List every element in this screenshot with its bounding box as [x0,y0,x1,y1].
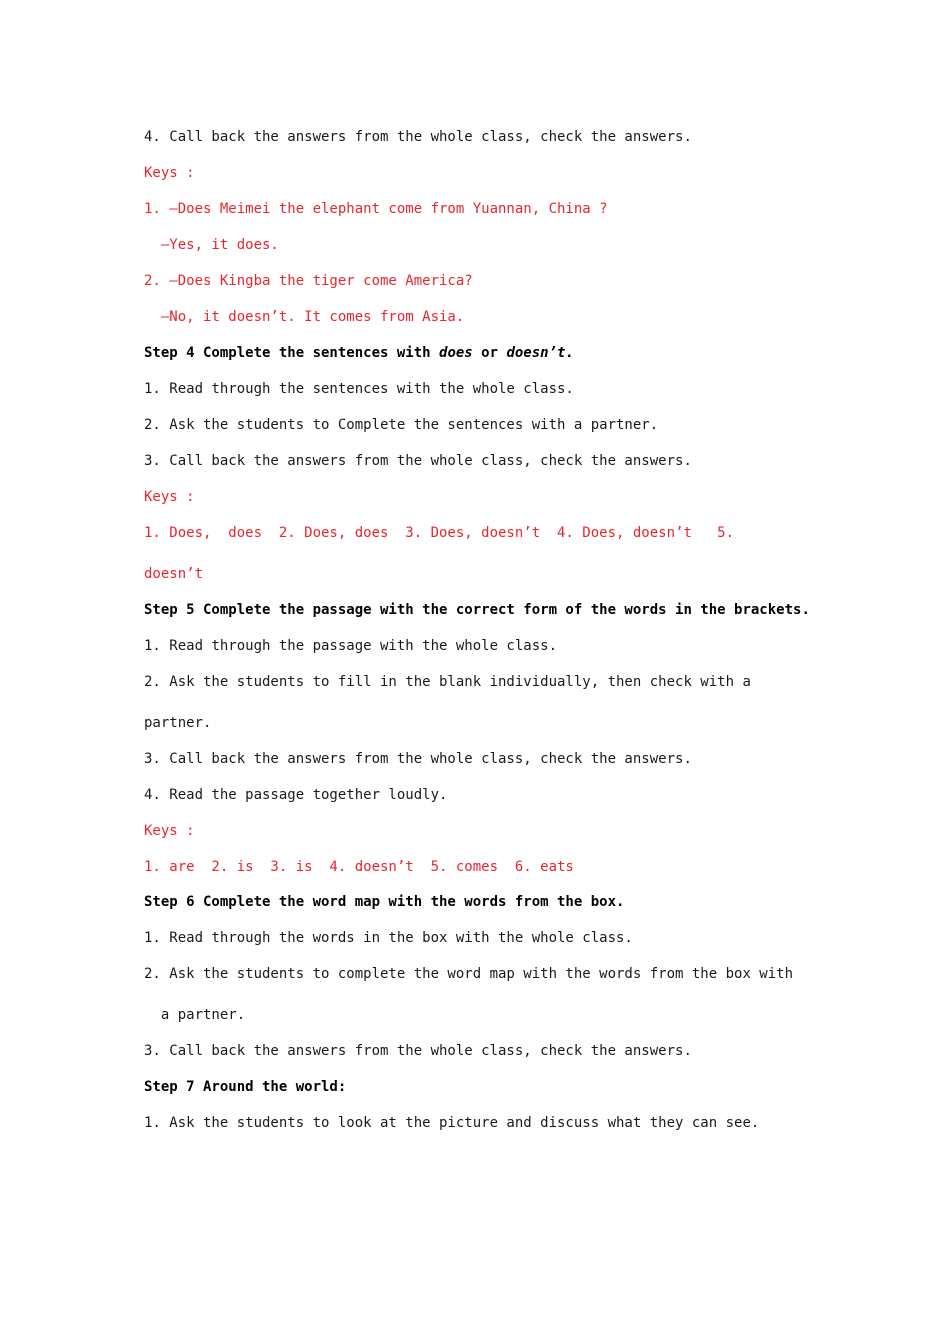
instruction-line: 1. Read through the passage with the whole class. [144,638,558,654]
step-heading-italic: does [439,345,473,361]
answer-line: 1. are 2. is 3. is 4. doesn’t 5. comes 6. eats [144,859,574,875]
answer-line: —Yes, it does. [144,237,279,253]
instruction-line: 3. Call back the answers from the whole class, check the answers. [144,1043,692,1059]
step-heading: Step 6 Complete the word map with the words from the box. [144,894,625,910]
instruction-line: 4. Call back the answers from the whole class, check the answers. [144,129,692,145]
step-heading-text: Step 4 Complete the sentences with [144,345,440,361]
step-heading-text: or [472,345,507,361]
answer-line: —No, it doesn’t. It comes from Asia. [144,309,465,325]
instruction-line: 1. Read through the sentences with the whole class. [144,381,574,397]
step-heading [144,344,574,362]
instruction-line: 3. Call back the answers from the whole class, check the answers. [144,751,692,767]
instruction-line: 2. Ask the students to Complete the sentences with a partner. [144,417,659,433]
instruction-line: a partner. [144,1007,246,1023]
instruction-line: 2. Ask the students to complete the word map with the words from the box with [144,966,794,982]
instruction-line: 2. Ask the students to fill in the blank individually, then check with a [144,674,751,690]
instruction-line: partner. [144,715,212,731]
instruction-line: 4. Read the passage together loudly. [144,787,448,803]
answer-line: 1. —Does Meimei the elephant come from Yuannan, China ? [144,201,608,217]
keys-label: Keys : [144,489,195,505]
step-heading: Step 5 Complete the passage with the correct form of the words in the brackets. [144,602,810,618]
step-heading-text: . [565,345,574,361]
keys-label: Keys : [144,165,195,181]
answer-line: 1. Does, does 2. Does, does 3. Does, doesn’t 4. Does, doesn’t 5. [144,525,735,541]
instruction-line: 1. Ask the students to look at the picture and discuss what they can see. [144,1115,760,1131]
step-heading: Step 7 Around the world: [144,1079,347,1095]
answer-line: 2. —Does Kingba the tiger come America? [144,273,473,289]
answer-line: doesn’t [144,566,204,582]
keys-label: Keys : [144,823,195,839]
step-heading-italic: doesn’t [506,345,566,361]
instruction-line: 1. Read through the words in the box with the whole class. [144,930,633,946]
instruction-line: 3. Call back the answers from the whole class, check the answers. [144,453,692,469]
